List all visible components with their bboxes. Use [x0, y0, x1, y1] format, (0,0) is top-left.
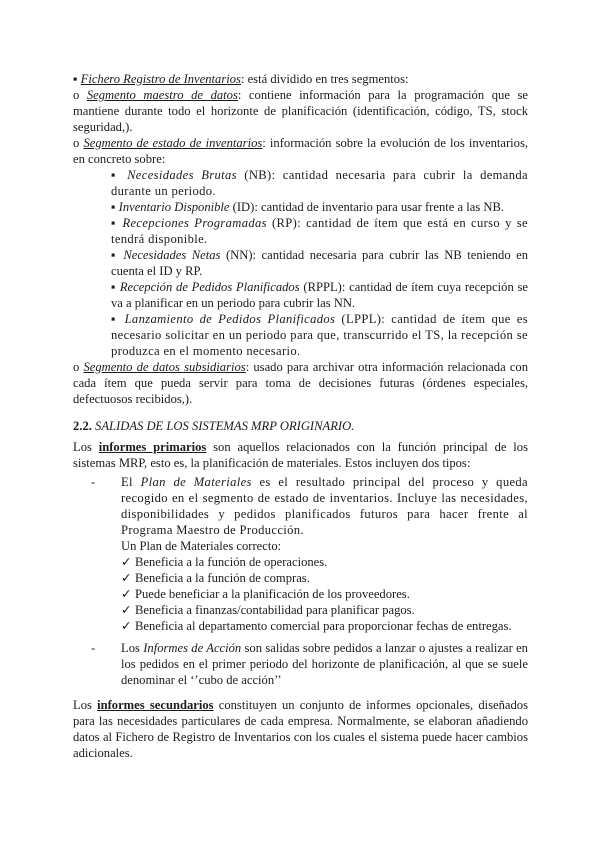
paragraph-text: es el resultado principal del proceso y queda recogido en el segmento de estado de inventarios. Incluye las necesidades, disponibilidades y pedidos planificados futuros para hacer frente al Programa Maestro de Producción. [121, 475, 528, 537]
term-segmento-maestro: Segmento maestro de datos [86, 88, 238, 102]
paragraph-text: : usado para archivar otra información relacionada con cada ítem que pueda servir para toma de decisiones futuras (órdenes especiales, defectuosos recibidos,). [73, 360, 529, 406]
item-text: (LPPL): cantidad de ítem que es necesario solicitar en un periodo para que, transcurrido el TS, la recepción se produzca en el momento necesario. [111, 312, 528, 358]
term-informes-accion: Informes de Acción [143, 641, 242, 655]
paragraph-informes-primarios [73, 439, 528, 471]
term-plan-materiales: Plan de Materiales [140, 475, 252, 489]
check-text: Beneficia al departamento comercial para proporcionar fechas de entregas. [135, 619, 512, 633]
item-text: (RPPL): cantidad de ítem cuya recepción se va a planificar en un periodo para cubrir las NN. [111, 280, 528, 310]
check-text: Beneficia a la función de operaciones. [135, 555, 328, 569]
paragraph-text: constituyen un conjunto de informes opcionales, diseñados para las necesidades particulares de cada empresa. Normalmente, se elaboran añadiendo datos al Fichero de Registro de Inventarios con los cuales el sistema puede hacer cambios adicionales. [73, 698, 529, 760]
item-text: (RP): cantidad de ítem que está en curso y se tendrá disponible. [111, 216, 528, 246]
bullet: ▪ [111, 168, 120, 182]
section-title: SALIDAS DE LOS SISTEMAS MRP ORIGINARIO. [91, 419, 355, 433]
bullet: ▪ [111, 280, 117, 294]
check-item [121, 586, 528, 602]
list-item [111, 311, 528, 359]
term-segmento-estado: Segmento de estado de inventarios [83, 136, 263, 150]
bullet: ▪ [111, 216, 118, 230]
dash-item-plan-materiales [73, 474, 528, 634]
paragraph-segmento-maestro [73, 87, 528, 135]
term-fichero-registro: Fichero Registro de Inventarios [80, 72, 241, 86]
paragraph-segmento-subsidiarios [73, 359, 528, 407]
check-icon: ✓ [121, 571, 132, 585]
list-item [111, 167, 528, 199]
dash-subline: Un Plan de Materiales correcto: [121, 539, 282, 553]
check-text: Beneficia a finanzas/contabilidad para planificar pagos. [135, 603, 415, 617]
paragraph-text: Los [73, 440, 99, 454]
check-item [121, 570, 528, 586]
item-term: Necesidades Netas [123, 248, 221, 262]
paragraph-text: : está dividido en tres segmentos: [240, 72, 409, 86]
paragraph-text: : información sobre la evolución de los inventarios, en concreto sobre: [73, 136, 528, 166]
item-term: Recepciones Programadas [122, 216, 267, 230]
checklist [121, 554, 528, 634]
paragraph-text: son salidas sobre pedidos a lanzar o ajustes a realizar en los pedidos en el primer periodo del horizonte de planificación, al que se suele denominar el ‘’cubo de acción’’ [121, 641, 528, 687]
dash-item-informes-accion [73, 640, 528, 688]
bullet: ▪ [111, 200, 116, 214]
check-icon: ✓ [121, 587, 132, 601]
check-item [121, 554, 528, 570]
dash-paragraph [121, 640, 528, 688]
list-item [111, 199, 528, 215]
item-text: (ID): cantidad de inventario para usar frente a las NB. [229, 200, 505, 214]
dash-marker: - [91, 641, 96, 655]
item-term: Necesidades Brutas [127, 168, 237, 182]
paragraph-text: El [121, 475, 141, 489]
check-text: Beneficia a la función de compras. [135, 571, 310, 585]
section-heading [73, 418, 528, 434]
check-item [121, 618, 528, 634]
list-item [111, 247, 528, 279]
paragraph-segmento-estado [73, 135, 528, 167]
section-number: 2.2. [73, 419, 92, 433]
term-informes-primarios: informes primarios [98, 440, 207, 454]
estado-items-list [73, 167, 528, 359]
bullet: o [73, 360, 80, 374]
bullet: o [73, 136, 80, 150]
bullet: ▪ [111, 248, 118, 262]
paragraph-informes-secundarios [73, 697, 528, 761]
paragraph-text: Los [73, 698, 98, 712]
dash-marker: - [91, 475, 96, 489]
paragraph-fichero [73, 71, 528, 87]
check-icon: ✓ [121, 555, 132, 569]
check-item [121, 602, 528, 618]
dash-paragraph [121, 474, 528, 538]
check-icon: ✓ [121, 619, 132, 633]
item-text: (NB): cantidad necesaria para cubrir la demanda durante un periodo. [111, 168, 528, 198]
paragraph-text: Los [121, 641, 144, 655]
item-term: Lanzamiento de Pedidos Planificados [124, 312, 336, 326]
paragraph-text: : contiene información para la programación que se mantiene durante todo el horizonte de planificación (identificación, código, TS, stock seguridad,). [73, 88, 528, 134]
list-item [111, 215, 528, 247]
list-item [111, 279, 528, 311]
check-text: Puede beneficiar a la planificación de los proveedores. [135, 587, 410, 601]
term-segmento-subsidiarios: Segmento de datos subsidiarios [83, 360, 246, 374]
check-icon: ✓ [121, 603, 132, 617]
bullet: ▪ [73, 72, 78, 86]
item-term: Inventario Disponible [118, 200, 230, 214]
item-text: (NN): cantidad necesaria para cubrir las NB teniendo en cuenta el ID y RP. [111, 248, 528, 278]
term-informes-secundarios: informes secundarios [97, 698, 214, 712]
bullet: o [73, 88, 80, 102]
paragraph-text: son aquellos relacionados con la función principal de los sistemas MRP, esto es, la planificación de materiales. Estos incluyen dos tipos: [73, 440, 528, 470]
bullet: ▪ [111, 312, 119, 326]
item-term: Recepción de Pedidos Planificados [119, 280, 300, 294]
